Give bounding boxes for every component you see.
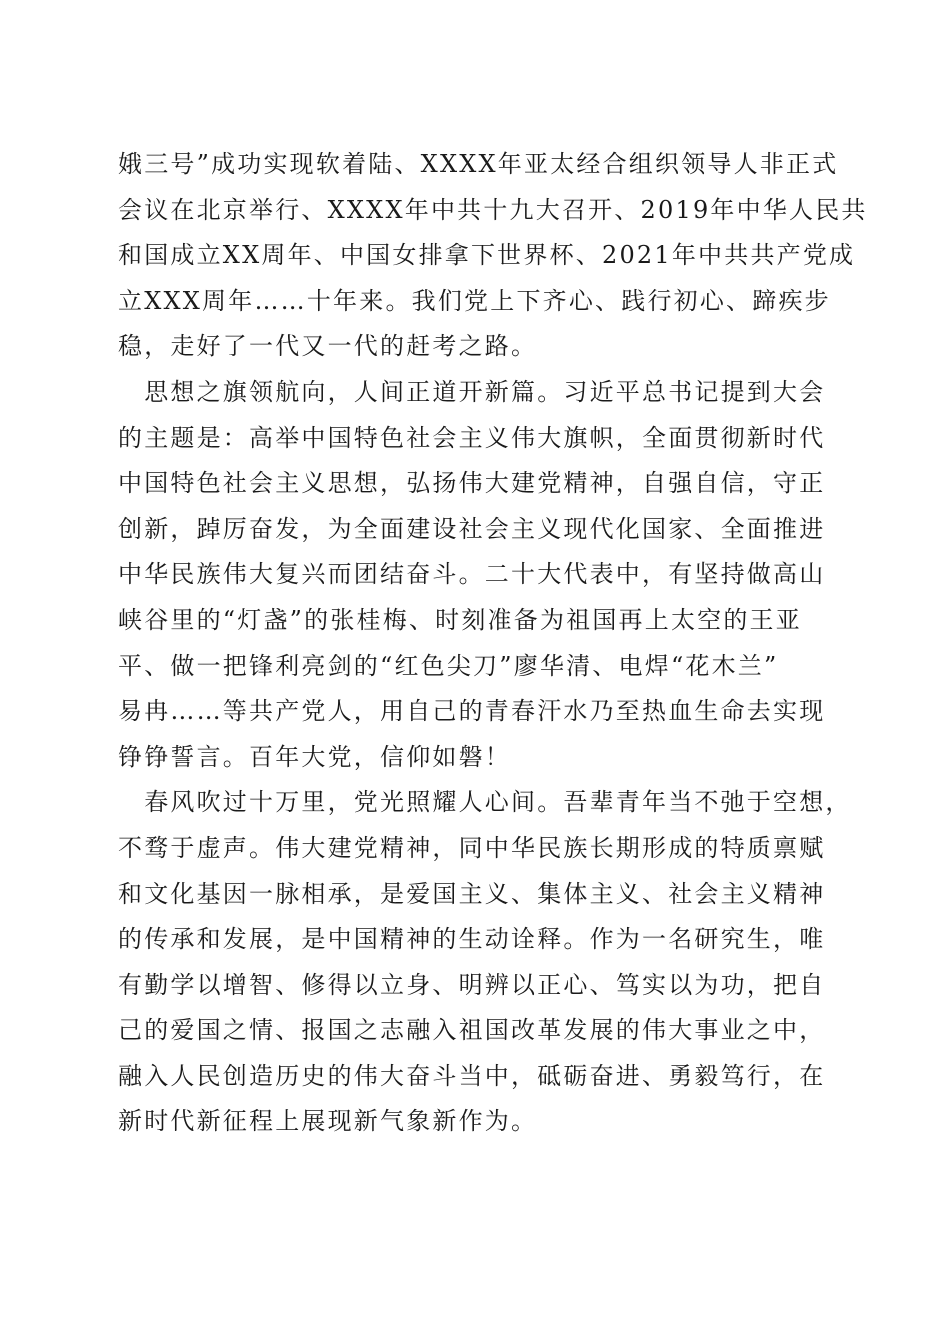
text-line: 平、做一把锋利亮剑的“红色尖刀”廖华清、电焊“花木兰”: [118, 651, 779, 680]
paragraph-2: [118, 370, 838, 780]
text-line: 会议在北京举行、XXXX年中共十九大召开、2019年中华人民共: [118, 195, 868, 224]
text-line: 和国成立XX周年、中国女排拿下世界杯、2021年中共共产党成: [118, 241, 856, 270]
text-line: 易冉……等共产党人，用自己的青春汗水乃至热血生命去实现: [118, 697, 826, 726]
body-text: [118, 142, 868, 1145]
text-line: 娥三号”成功实现软着陆、XXXX年亚太经合组织领导人非正式: [118, 150, 839, 178]
text-line: 融入人民创造历史的伟大奋斗当中，砥砺奋进、勇毅笃行，在: [118, 1061, 826, 1090]
text-line: 铮铮誓言。百年大党，信仰如磐！: [118, 742, 511, 771]
text-line: 稳，走好了一代又一代的赶考之路。: [118, 332, 538, 361]
text-line: 中华民族伟大复兴而团结奋斗。二十大代表中，有坚持做高山: [118, 560, 826, 589]
paragraph-3: [118, 780, 852, 1145]
paragraph-1: [118, 142, 868, 370]
text-line: 的传承和发展，是中国精神的生动诠释。作为一名研究生，唯: [118, 925, 826, 954]
text-line: 不骛于虚声。伟大建党精神，同中华民族长期形成的特质禀赋: [118, 833, 826, 862]
text-line: 峡谷里的“灯盏”的张桂梅、时刻准备为祖国再上太空的王亚: [118, 605, 802, 634]
text-line: 己的爱国之情、报国之志融入祖国改革发展的伟大事业之中，: [118, 1016, 826, 1045]
text-line: 的主题是：高举中国特色社会主义伟大旗帜，全面贯彻新时代: [118, 423, 826, 452]
text-line: 有勤学以增智、修得以立身、明辨以正心、笃实以为功，把自: [118, 970, 826, 999]
text-line: 创新，踔厉奋发，为全面建设社会主义现代化国家、全面推进: [118, 514, 826, 543]
text-line: 思想之旗领航向，人间正道开新篇。习近平总书记提到大会: [118, 377, 826, 406]
text-line: 春风吹过十万里，党光照耀人心间。吾辈青年当不弛于空想，: [118, 788, 852, 817]
text-line: 和文化基因一脉相承，是爱国主义、集体主义、社会主义精神: [118, 879, 826, 908]
text-line: 中国特色社会主义思想，弘扬伟大建党精神，自强自信，守正: [118, 469, 826, 498]
text-line: 立XXX周年……十年来。我们党上下齐心、践行初心、蹄疾步: [118, 286, 831, 315]
text-line: 新时代新征程上展现新气象新作为。: [118, 1107, 538, 1136]
